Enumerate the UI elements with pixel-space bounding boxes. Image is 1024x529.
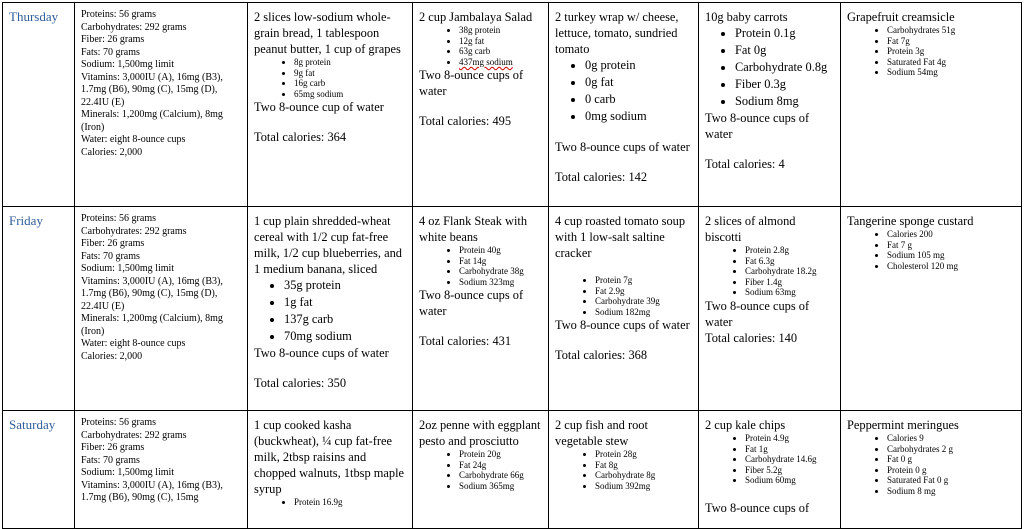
nutrient-list [254, 497, 406, 508]
nutrient-item: • Fat 0 g [887, 454, 1015, 465]
meal-title: 2 cup fish and root vegetable stew [555, 418, 648, 448]
nutrient-item: • 16g carb [294, 78, 406, 89]
daily-requirements [75, 207, 248, 411]
nutrient-item: • 437mg sodium [459, 57, 542, 68]
nutrient-item: • Sodium 182mg [595, 307, 692, 318]
requirement-line: Proteins: 56 grams [81, 417, 156, 428]
meal-cell [248, 3, 413, 207]
requirement-line: Carbohydrates: 292 grams [81, 21, 187, 33]
meal-title: Tangerine sponge custard [847, 214, 974, 228]
nutrient-item: • 137g carb [284, 311, 406, 327]
total-calories: Total calories: 495 [419, 114, 512, 129]
requirement-line: Fats: 70 grams [81, 46, 140, 58]
nutrient-item: • Protein 3g [887, 46, 1015, 57]
nutrient-item: • Fat 7g [887, 36, 1015, 47]
meal-cell [549, 207, 699, 411]
nutrient-item: • Sodium 8mg [735, 93, 834, 109]
meal-cell [549, 3, 699, 207]
nutrient-list [847, 25, 1015, 78]
meal-cell [699, 207, 841, 411]
nutrient-list [705, 433, 834, 486]
meal-title: Grapefruit creamsicle [847, 10, 955, 24]
nutrient-item: • Fat 2.9g [595, 286, 692, 297]
meal-cell [413, 411, 549, 529]
nutrient-list [847, 229, 1015, 271]
requirement-line: Vitamins: 3,000IU (A), 16mg (B3), 1.7mg (B6), 90mg (C), 15mg (D), 22.4IU (E) [81, 71, 223, 108]
requirement-line: Fats: 70 grams [81, 250, 140, 262]
requirement-line: Calories: 2,000 [81, 350, 143, 362]
meal-cell [549, 411, 699, 529]
nutrient-item: • 0g fat [585, 74, 692, 90]
nutrient-item: • 63g carb [459, 46, 542, 57]
nutrient-list [847, 433, 1015, 497]
nutrient-item: • Fat 6.3g [745, 256, 834, 267]
meal-title: 2oz penne with eggplant pesto and prosciutto [419, 418, 541, 448]
meal-title: 2 turkey wrap w/ cheese, lettuce, tomato, sundried tomato [555, 10, 679, 56]
total-calories: Total calories: 364 [254, 130, 347, 145]
nutrient-item: • Carbohydrate 14.6g [745, 454, 834, 465]
meal-title: 10g baby carrots [705, 10, 788, 24]
nutrient-item: • 0mg sodium [585, 108, 692, 124]
nutrient-item: • Protein 0 g [887, 465, 1015, 476]
nutrient-list [419, 25, 542, 67]
nutrient-item: • 12g fat [459, 36, 542, 47]
nutrient-item: • Protein 7g [595, 275, 692, 286]
nutrient-list [419, 449, 542, 491]
nutrient-item: • Fiber 5.2g [745, 465, 834, 476]
requirement-line: Sodium: 1,500mg limit [81, 467, 175, 478]
nutrient-item: • Sodium 60mg [745, 475, 834, 486]
requirement-line: Minerals: 1,200mg (Calcium), 8mg (Iron) [81, 313, 223, 337]
nutrient-item: • Fat 1g [745, 444, 834, 455]
requirement-line: Carbohydrates: 292 grams [81, 225, 187, 237]
nutrient-item: • Carbohydrates 51g [887, 25, 1015, 36]
requirement-line: Proteins: 56 grams [81, 213, 156, 224]
nutrient-item: • Saturated Fat 0 g [887, 475, 1015, 486]
requirement-line: Water: eight 8-ounce cups [81, 134, 186, 145]
nutrient-item: • Fat 8g [595, 460, 692, 471]
meal-title: 2 cup kale chips [705, 418, 786, 432]
nutrient-item: • Fat 24g [459, 460, 542, 471]
nutrient-item: • Fiber 0.3g [735, 76, 834, 92]
nutrient-item: • Sodium 54mg [887, 67, 1015, 78]
total-calories: Total calories: 368 [555, 348, 648, 363]
nutrient-item: • Carbohydrate 0.8g [735, 59, 834, 75]
meal-title: 2 cup Jambalaya Salad [419, 10, 533, 24]
meal-cell [841, 207, 1022, 411]
requirement-line: Minerals: 1,200mg (Calcium), 8mg (Iron) [81, 109, 223, 133]
nutrient-item: • Protein 0.1g [735, 25, 834, 41]
nutrient-item: • Cholesterol 120 mg [887, 261, 1015, 272]
meal-title: 4 oz Flank Steak with white beans [419, 214, 528, 244]
requirement-line: Carbohydrates: 292 grams [81, 429, 187, 441]
nutrient-list [254, 277, 406, 344]
nutrient-item: • Carbohydrate 38g [459, 266, 542, 277]
requirement-line: Calories: 2,000 [81, 146, 143, 158]
nutrient-item: • Carbohydrate 66g [459, 470, 542, 481]
nutrient-item: • Saturated Fat 4g [887, 57, 1015, 68]
nutrient-item: • Fat 0g [735, 42, 834, 58]
total-calories: Total calories: 350 [254, 376, 347, 390]
nutrient-item: • Sodium 323mg [459, 277, 542, 288]
requirement-line: Sodium: 1,500mg limit [81, 59, 175, 70]
day-label: Friday [3, 207, 75, 411]
water-note: Two 8-ounce cups of water [705, 298, 810, 329]
nutrient-list [254, 57, 406, 99]
nutrient-item: • Sodium 365mg [459, 481, 542, 492]
water-note: Two 8-ounce cups of water [419, 68, 524, 99]
nutrient-item: • Protein 4.9g [745, 433, 834, 444]
nutrient-item: • 38g protein [459, 25, 542, 36]
meal-cell [413, 3, 549, 207]
nutrient-item: • 35g protein [284, 277, 406, 293]
meal-title: 4 cup roasted tomato soup with 1 low-salt saltine cracker [555, 214, 686, 260]
water-note: Two 8-ounce cups of water [419, 288, 524, 319]
meal-title: 1 cup plain shredded-wheat cereal with 1/2 cup fat-free milk, 1/2 cup blueberries, and 1 medium banana, sliced [254, 214, 402, 276]
requirement-line: Sodium: 1,500mg limit [81, 263, 175, 274]
nutrient-item: • Fat 14g [459, 256, 542, 267]
nutrient-item: • 8g protein [294, 57, 406, 68]
nutrient-item: • Carbohydrate 8g [595, 470, 692, 481]
nutrient-list [555, 57, 692, 124]
meal-title: 1 cup cooked kasha (buckwheat), ¼ cup fat-free milk, 2tbsp raisins and chopped walnuts, 1tbsp maple syrup [254, 418, 405, 496]
meal-cell [841, 3, 1022, 207]
meal-cell [699, 3, 841, 207]
requirement-line: Fiber: 26 grams [81, 34, 145, 45]
nutrient-list [705, 25, 834, 109]
nutrient-item: • Sodium 105 mg [887, 250, 1015, 261]
nutrient-item: • Sodium 392mg [595, 481, 692, 492]
water-note: Two 8-ounce cups of [705, 500, 810, 515]
meal-cell [413, 207, 549, 411]
requirement-line: Fats: 70 grams [81, 454, 140, 466]
nutrient-item: • Carbohydrate 18.2g [745, 266, 834, 277]
table-row [3, 411, 1022, 529]
nutrient-item: • Protein 20g [459, 449, 542, 460]
nutrient-item: • Calories 200 [887, 229, 1015, 240]
nutrient-list [705, 245, 834, 298]
meal-cell [699, 411, 841, 529]
nutrient-item: • 65mg sodium [294, 89, 406, 100]
requirement-line: Fiber: 26 grams [81, 442, 145, 453]
nutrient-item: • 0 carb [585, 91, 692, 107]
total-calories: Total calories: 142 [555, 170, 648, 184]
nutrient-item: • Protein 16.9g [294, 497, 406, 508]
table-row [3, 207, 1022, 411]
nutrient-item: • Protein 2.8g [745, 245, 834, 256]
table-row [3, 3, 1022, 207]
meal-title: Peppermint meringues [847, 418, 959, 432]
requirement-line: Fiber: 26 grams [81, 238, 145, 249]
total-calories: Total calories: 431 [419, 334, 512, 349]
nutrient-list [555, 449, 692, 491]
nutrient-list [419, 245, 542, 287]
meal-cell [841, 411, 1022, 529]
daily-requirements [75, 3, 248, 207]
meal-plan-table [2, 2, 1022, 529]
nutrient-item: • 70mg sodium [284, 328, 406, 344]
nutrient-item: • Carbohydrate 39g [595, 296, 692, 307]
nutrient-item: • Protein 40g [459, 245, 542, 256]
nutrient-item: • 0g protein [585, 57, 692, 73]
nutrient-item: • Fiber 1.4g [745, 277, 834, 288]
nutrient-item: • Sodium 63mg [745, 287, 834, 298]
meal-title: 2 slices of almond biscotti [705, 214, 796, 244]
water-note: Two 8-ounce cups of water [254, 346, 389, 360]
water-note: Two 8-ounce cups of water [555, 318, 690, 333]
nutrient-list [555, 275, 692, 317]
nutrient-item: • Fat 7 g [887, 240, 1015, 251]
requirement-line: Vitamins: 3,000IU (A), 16mg (B3), 1.7mg (B6), 90mg (C), 15mg (D), 22.4IU (E) [81, 275, 223, 312]
daily-requirements [75, 411, 248, 529]
day-label: Saturday [3, 411, 75, 529]
requirement-line: Vitamins: 3,000IU (A), 16mg (B3), 1.7mg (B6), 90mg (C), 15mg [81, 479, 223, 503]
requirement-line: Proteins: 56 grams [81, 9, 156, 20]
nutrient-item: • Carbohydrates 2 g [887, 444, 1015, 455]
requirement-line: Water: eight 8-ounce cups [81, 338, 186, 349]
meal-title: 2 slices low-sodium whole-grain bread, 1 tablespoon peanut butter, 1 cup of grapes [254, 10, 401, 56]
nutrient-item: • 9g fat [294, 68, 406, 79]
meal-cell [248, 411, 413, 529]
water-note: Two 8-ounce cups of water [555, 140, 690, 154]
total-calories: Total calories: 140 [705, 330, 798, 345]
nutrient-item: • Calories 9 [887, 433, 1015, 444]
meal-cell [248, 207, 413, 411]
nutrient-item: • 1g fat [284, 294, 406, 310]
water-note: Two 8-ounce cups of water [705, 111, 810, 141]
total-calories: Total calories: 4 [705, 157, 785, 171]
water-note: Two 8-ounce cup of water [254, 100, 384, 115]
nutrient-item: • Protein 28g [595, 449, 692, 460]
nutrient-item: • Sodium 8 mg [887, 486, 1015, 497]
day-label: Thursday [3, 3, 75, 207]
